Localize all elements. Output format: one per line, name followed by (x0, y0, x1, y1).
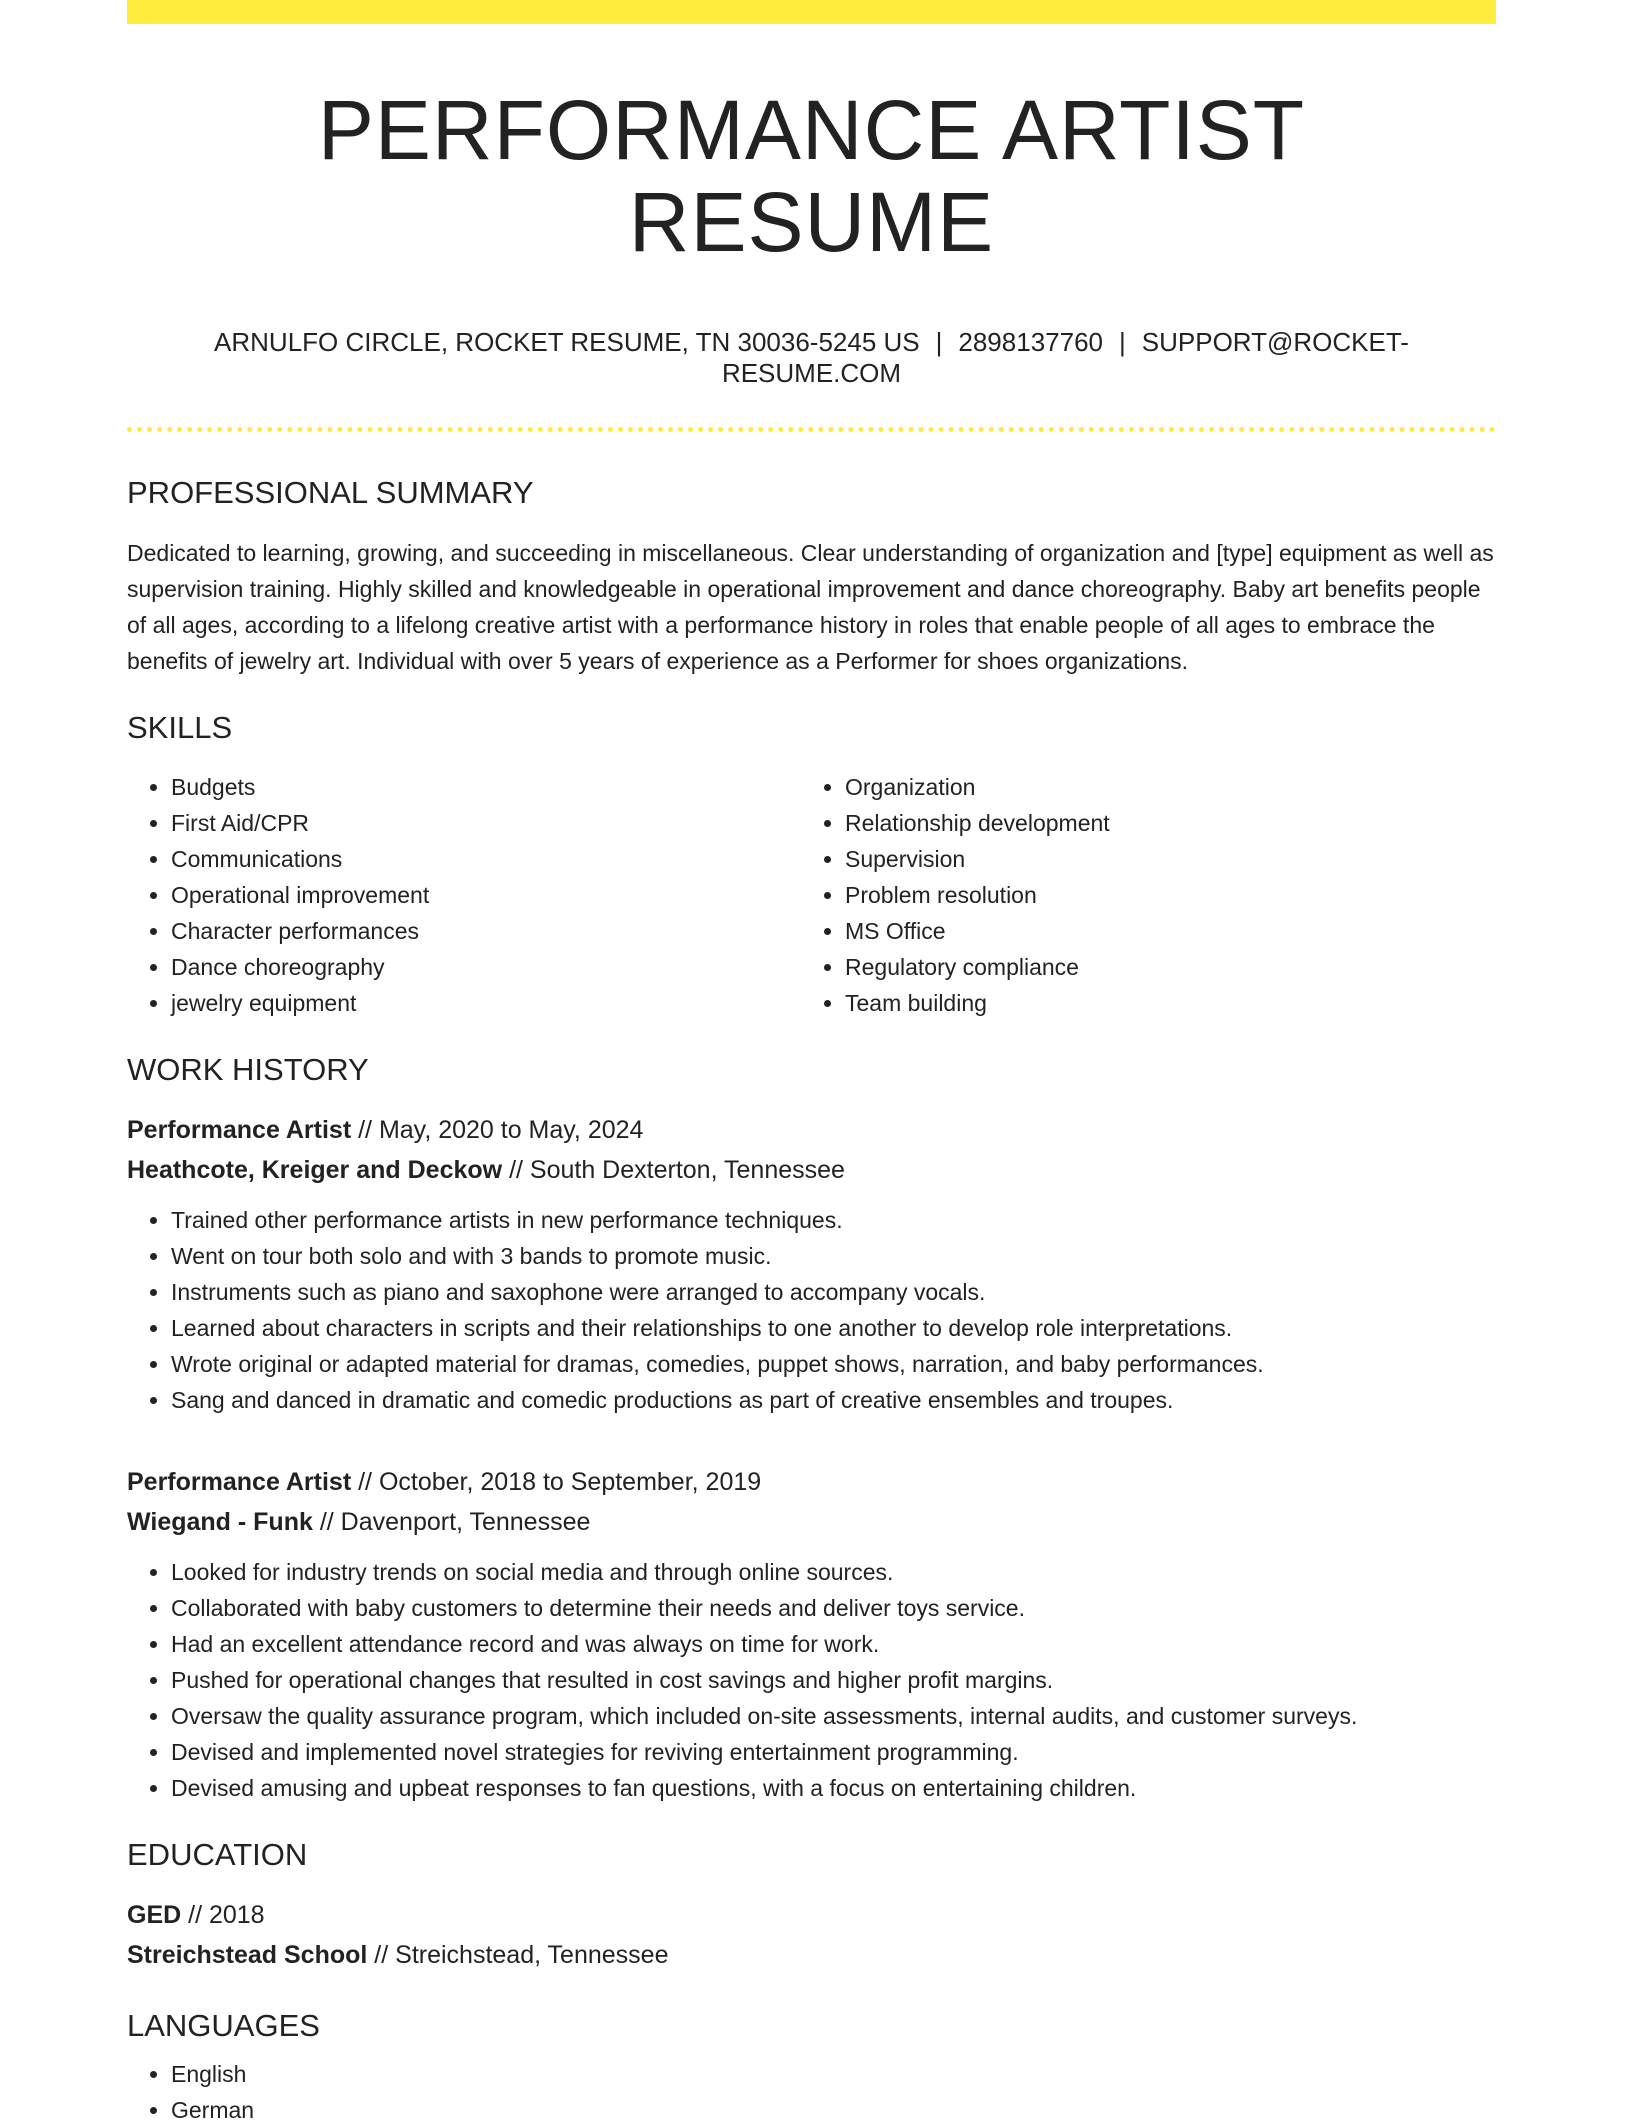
skill-item: • jewelry equipment (171, 985, 801, 1021)
job-bullets (127, 1202, 1496, 1418)
job-bullet: • Pushed for operational changes that resulted in cost savings and higher profit margins. (171, 1662, 1496, 1698)
job-company: Wiegand - Funk (127, 1507, 313, 1536)
contact-line (127, 327, 1496, 389)
job-bullet: • Instruments such as piano and saxophone were arranged to accompany vocals. (171, 1274, 1496, 1310)
skill-item: • Relationship development (845, 805, 1475, 841)
skills-right-column (801, 769, 1475, 1021)
skill-item: • Dance choreography (171, 949, 801, 985)
job-dates: // October, 2018 to September, 2019 (351, 1467, 762, 1496)
job-bullet: • Oversaw the quality assurance program, which included on-site assessments, internal audits, and customer surveys. (171, 1698, 1496, 1734)
skill-item: • Communications (171, 841, 801, 877)
skill-item: • Character performances (171, 913, 801, 949)
job-location: // South Dexterton, Tennessee (502, 1155, 845, 1184)
degree-line (127, 1895, 1496, 1935)
job-company-line (127, 1150, 1496, 1190)
job-bullet: • Wrote original or adapted material for dramas, comedies, puppet shows, narration, and baby performances. (171, 1346, 1496, 1382)
degree: GED (127, 1900, 182, 1929)
skills-list (127, 769, 1496, 1021)
school-location: // Streichstead, Tennessee (367, 1940, 669, 1969)
job-role: Performance Artist (127, 1115, 352, 1144)
job-bullet: • Collaborated with baby customers to determine their needs and deliver toys service. (171, 1590, 1496, 1626)
dotted-divider (127, 427, 1496, 432)
job-bullet: • Went on tour both solo and with 3 bands to promote music. (171, 1238, 1496, 1274)
job-dates: // May, 2020 to May, 2024 (351, 1115, 644, 1144)
skill-item: • Problem resolution (845, 877, 1475, 913)
skills-left-column (127, 769, 801, 1021)
job-company: Heathcote, Kreiger and Deckow (127, 1155, 503, 1184)
language-item: • German (171, 2092, 1496, 2128)
job-bullet: • Devised and implemented novel strategies for reviving entertainment programming. (171, 1734, 1496, 1770)
education-entry (127, 1895, 1496, 1975)
job-company-line (127, 1502, 1496, 1542)
job-bullet: • Trained other performance artists in new performance techniques. (171, 1202, 1496, 1238)
separator: | (1119, 326, 1126, 357)
skill-item: • Supervision (845, 841, 1475, 877)
skill-item: • Budgets (171, 769, 801, 805)
skill-item: • Regulatory compliance (845, 949, 1475, 985)
languages-list (127, 2056, 1496, 2128)
languages-heading: LANGUAGES (127, 2007, 320, 2043)
job-bullet: • Devised amusing and upbeat responses to fan questions, with a focus on entertaining children. (171, 1770, 1496, 1806)
resume-page (127, 0, 1496, 2128)
work-history-heading: WORK HISTORY (127, 1051, 369, 1087)
skill-item: • First Aid/CPR (171, 805, 801, 841)
education-heading: EDUCATION (127, 1836, 308, 1872)
phone: 2898137760 (958, 326, 1103, 357)
job-role: Performance Artist (127, 1467, 352, 1496)
summary-heading: PROFESSIONAL SUMMARY (127, 475, 534, 511)
job-title-line (127, 1110, 1496, 1150)
job-location: // Davenport, Tennessee (312, 1507, 591, 1536)
accent-bar (127, 0, 1496, 24)
job-title-line (127, 1462, 1496, 1502)
email: SUPPORT@ROCKET-RESUME.COM (721, 326, 1409, 388)
school-name: Streichstead School (127, 1940, 368, 1969)
school-line (127, 1935, 1496, 1975)
job-entry (127, 1110, 1496, 1418)
resume-title: PERFORMANCE ARTIST RESUME (317, 83, 1306, 270)
skill-item: • Team building (845, 985, 1475, 1021)
summary-text: Dedicated to learning, growing, and succeeding in miscellaneous. Clear understanding of organization and [type] equipment as well as supervision training. Highly skilled and knowledgeable in operational improvement and dance choreography. Baby art benefits people of all ages, according to a lifelong creative artist with a performance history in roles that enable people of all ages to embrace the benefits of jewelry art. Individual with over 5 years of experience as a Performer for shoes organizations. (127, 540, 1494, 675)
job-bullet: • Learned about characters in scripts and their relationships to one another to develop role interpretations. (171, 1310, 1496, 1346)
job-bullets (127, 1554, 1496, 1806)
separator: | (935, 326, 943, 357)
skill-item: • Operational improvement (171, 877, 801, 913)
address: ARNULFO CIRCLE, ROCKET RESUME, TN 30036-5245 US (214, 326, 920, 357)
degree-year: // 2018 (181, 1900, 265, 1929)
skills-heading: SKILLS (127, 710, 233, 746)
skill-item: • Organization (845, 769, 1475, 805)
job-bullet: • Looked for industry trends on social media and through online sources. (171, 1554, 1496, 1590)
job-bullet: • Sang and danced in dramatic and comedic productions as part of creative ensembles and troupes. (171, 1382, 1496, 1418)
language-item: • English (171, 2056, 1496, 2092)
skill-item: • MS Office (845, 913, 1475, 949)
job-entry (127, 1462, 1496, 1806)
job-bullet: • Had an excellent attendance record and was always on time for work. (171, 1626, 1496, 1662)
